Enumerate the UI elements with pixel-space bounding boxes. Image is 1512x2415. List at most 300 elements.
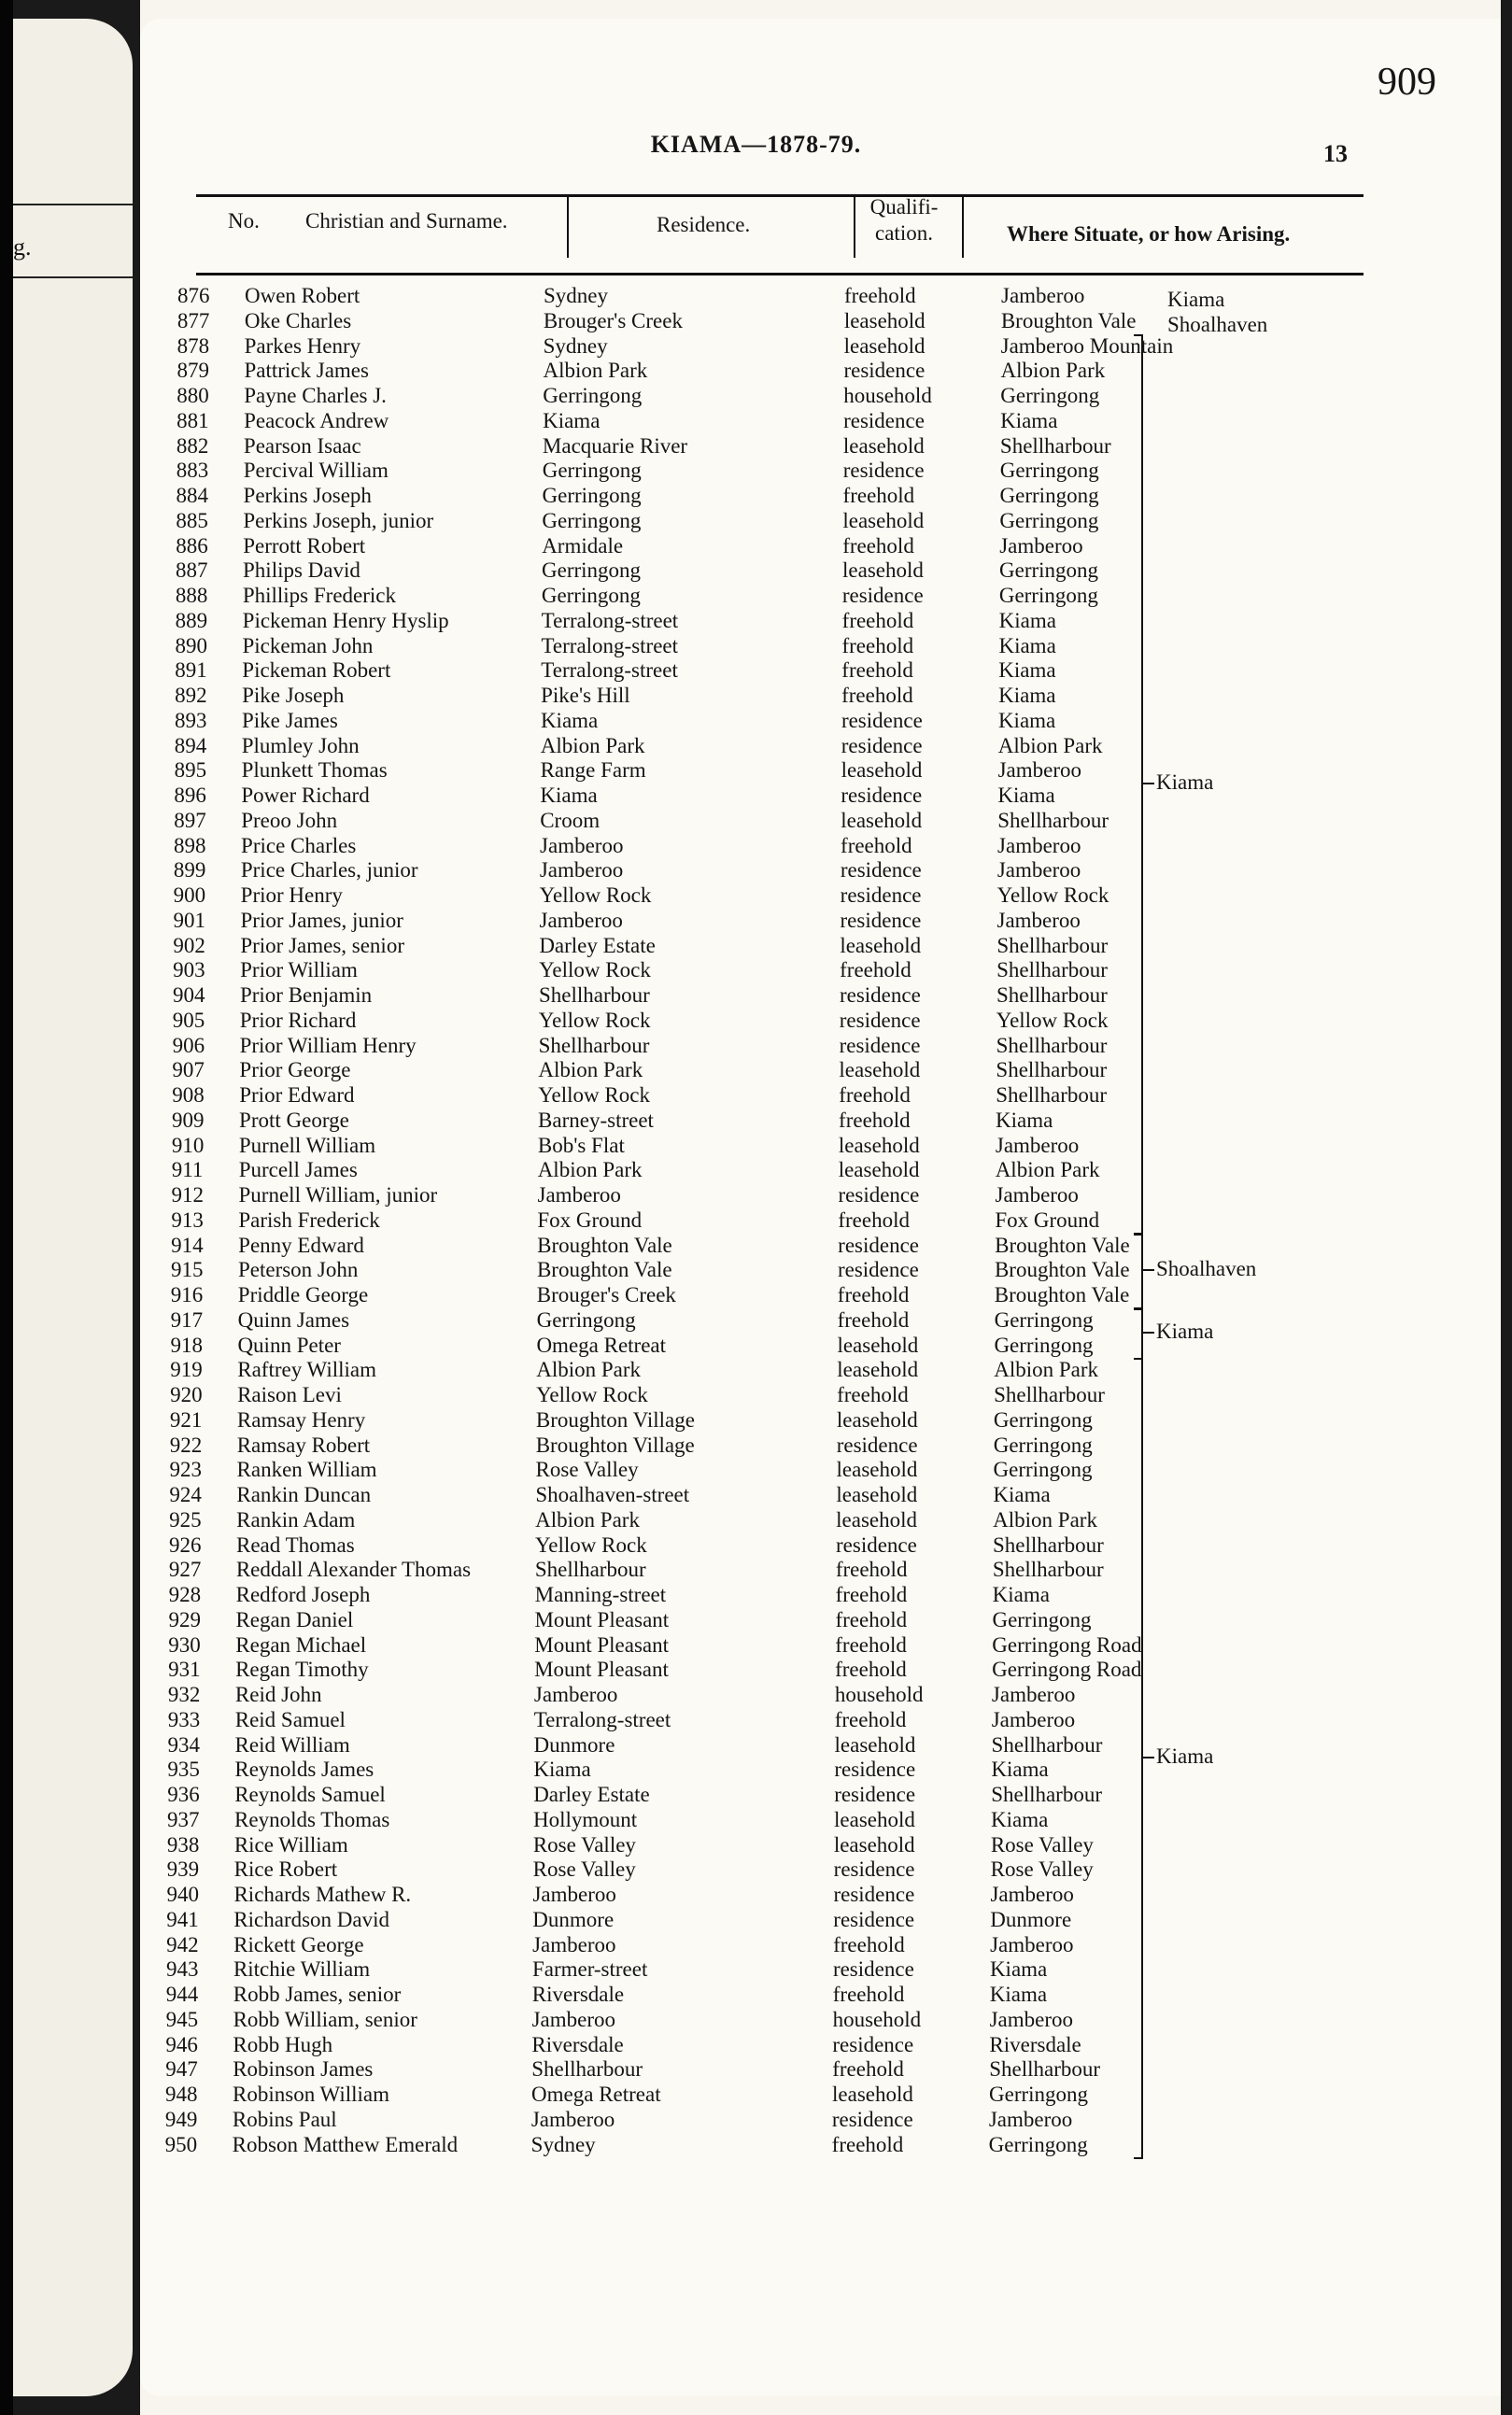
residence-cell: Fox Ground bbox=[537, 1208, 643, 1232]
elector-name: Prott George bbox=[239, 1108, 349, 1132]
where-situate-cell: Gerringong bbox=[992, 1607, 1092, 1631]
where-situate-cell: Dunmore bbox=[990, 1907, 1072, 1931]
qualification-cell: leasehold bbox=[841, 758, 923, 783]
column-header-qualification: Qualifi- cation. bbox=[869, 195, 939, 245]
row-number: 917 bbox=[170, 1307, 204, 1332]
elector-name: Plumley John bbox=[241, 733, 360, 757]
qualification-cell: residence bbox=[841, 733, 923, 757]
where-situate-cell: Jamberoo bbox=[995, 1133, 1080, 1157]
column-divider bbox=[962, 196, 964, 258]
elector-name: Rice William bbox=[233, 1832, 348, 1857]
residence-cell: Macquarie River bbox=[542, 433, 688, 458]
row-number: 888 bbox=[175, 584, 208, 607]
row-number: 907 bbox=[172, 1058, 205, 1082]
elector-name: Rice Robert bbox=[233, 1857, 338, 1882]
where-situate-cell: Shellharbour bbox=[997, 808, 1109, 832]
qualification-cell: freehold bbox=[832, 2057, 904, 2082]
where-situate-cell: Shellharbour bbox=[991, 1783, 1102, 1806]
residence-cell: Sydney bbox=[544, 284, 608, 307]
where-situate-cell: Shellharbour bbox=[996, 1058, 1108, 1082]
elector-name: Prior Henry bbox=[240, 883, 343, 907]
row-number: 930 bbox=[168, 1632, 201, 1657]
group-brace bbox=[1134, 334, 1143, 1235]
residence-cell: Kiama bbox=[543, 408, 601, 432]
qualification-cell: household bbox=[834, 1683, 924, 1706]
elector-name: Percival William bbox=[243, 459, 389, 483]
elector-name: Regan Michael bbox=[235, 1632, 367, 1657]
row-number: 884 bbox=[176, 484, 209, 507]
residence-cell: Gerringong bbox=[543, 384, 643, 407]
row-number: 904 bbox=[172, 983, 205, 1007]
row-number: 900 bbox=[173, 883, 206, 907]
row-number: 891 bbox=[175, 658, 207, 683]
qualification-cell: leasehold bbox=[834, 1807, 915, 1831]
column-header-no: No. bbox=[228, 209, 260, 233]
district-label: Shoalhaven bbox=[1156, 1257, 1257, 1281]
where-situate-cell: Jamberoo bbox=[996, 858, 1081, 883]
qualification-cell: freehold bbox=[831, 2132, 904, 2156]
column-header-where: Where Situate, or how Arising. bbox=[1007, 222, 1291, 246]
row-number: 885 bbox=[176, 508, 208, 532]
residence-cell: Dunmore bbox=[532, 1907, 615, 1931]
where-situate-cell: Gerringong bbox=[1000, 384, 1100, 407]
residence-cell: Mount Pleasant bbox=[534, 1632, 670, 1657]
residence-cell: Terralong-street bbox=[541, 658, 678, 683]
residence-cell: Hollymount bbox=[533, 1807, 638, 1831]
residence-cell: Manning-street bbox=[534, 1583, 667, 1606]
qualification-cell: residence bbox=[842, 459, 925, 483]
qualification-cell: residence bbox=[832, 2032, 914, 2056]
qualification-cell: residence bbox=[841, 784, 923, 807]
residence-cell: Broughton Village bbox=[535, 1407, 695, 1432]
elector-name: Richardson David bbox=[233, 1907, 390, 1931]
row-number: 880 bbox=[177, 384, 209, 407]
group-brace-tip bbox=[1143, 783, 1154, 784]
qualification-cell: residence bbox=[836, 1532, 917, 1557]
row-number: 896 bbox=[174, 784, 206, 807]
row-number: 937 bbox=[167, 1807, 200, 1831]
where-situate-cell: Gerringong bbox=[994, 1307, 1094, 1332]
where-situate-cell: Jamberoo Mountain bbox=[1000, 333, 1174, 358]
qualification-cell: freehold bbox=[835, 1658, 907, 1682]
qualification-cell: leasehold bbox=[832, 2083, 913, 2106]
where-situate-cell: Shellharbour bbox=[991, 1732, 1103, 1757]
elector-name: Perrott Robert bbox=[243, 533, 366, 558]
elector-name: Parkes Henry bbox=[244, 333, 361, 358]
elector-name: Purnell William bbox=[238, 1133, 376, 1157]
elector-name: Rankin Adam bbox=[236, 1507, 356, 1532]
qualification-cell: residence bbox=[841, 708, 923, 732]
elector-name: Robins Paul bbox=[232, 2107, 337, 2131]
where-situate-cell: Gerringong bbox=[999, 484, 1099, 507]
elector-name: Robinson William bbox=[233, 2083, 389, 2106]
where-situate-cell: Rose Valley bbox=[990, 1832, 1094, 1857]
where-situate-cell: Riversdale bbox=[989, 2032, 1081, 2056]
qualification-cell: freehold bbox=[834, 1707, 907, 1731]
residence-cell: Yellow Rock bbox=[535, 1532, 647, 1557]
qualification-cell: residence bbox=[837, 1258, 919, 1282]
where-situate-cell: Kiama bbox=[997, 708, 1056, 732]
row-number: 905 bbox=[172, 1008, 205, 1032]
row-number: 923 bbox=[169, 1458, 203, 1482]
residence-cell: Jamberoo bbox=[537, 1183, 621, 1207]
where-situate-cell: Shellharbour bbox=[996, 1083, 1108, 1107]
where-situate-cell: Shellharbour bbox=[996, 983, 1108, 1007]
residence-cell: Gerringong bbox=[541, 584, 641, 607]
qualification-cell: residence bbox=[834, 1758, 916, 1782]
where-situate-cell: Shellharbour bbox=[992, 1558, 1104, 1582]
where-situate-cell: Gerringong Road bbox=[992, 1632, 1142, 1657]
row-number: 878 bbox=[177, 333, 210, 358]
where-situate-cell: Gerringong bbox=[993, 1458, 1093, 1482]
qualification-cell: freehold bbox=[841, 833, 912, 857]
where-situate-cell: Gerringong bbox=[999, 508, 1099, 532]
row-number: 924 bbox=[169, 1483, 202, 1506]
residence-cell: Albion Park bbox=[535, 1507, 640, 1532]
where-situate-cell: Jamberoo bbox=[989, 2007, 1073, 2031]
where-situate-cell: Kiama bbox=[989, 1957, 1048, 1982]
district-label: Shoalhaven bbox=[1167, 312, 1268, 336]
where-situate-cell: Gerringong bbox=[989, 2083, 1089, 2106]
where-situate-cell: Gerringong bbox=[988, 2132, 1088, 2156]
residence-cell: Gerringong bbox=[542, 508, 642, 532]
elector-name: Pattrick James bbox=[244, 359, 369, 383]
row-number: 929 bbox=[168, 1607, 201, 1631]
where-situate-cell: Shellharbour bbox=[996, 1033, 1108, 1057]
residence-cell: Brouger's Creek bbox=[543, 308, 683, 332]
elector-name: Ritchie William bbox=[233, 1957, 371, 1982]
row-number: 894 bbox=[174, 733, 207, 757]
qualification-cell: leasehold bbox=[842, 558, 924, 583]
residence-cell: Jamberoo bbox=[532, 1932, 616, 1956]
elector-name: Price Charles bbox=[241, 833, 357, 857]
elector-name: Read Thomas bbox=[236, 1532, 355, 1557]
row-number: 946 bbox=[165, 2032, 198, 2056]
row-number: 876 bbox=[177, 284, 210, 307]
page-title bbox=[0, 131, 1512, 159]
header-bottom-rule bbox=[196, 273, 1364, 275]
elector-name: Robinson James bbox=[233, 2057, 374, 2082]
qualification-cell: freehold bbox=[835, 1607, 908, 1631]
where-situate-cell: Yellow Rock bbox=[996, 883, 1109, 907]
qualification-cell: leasehold bbox=[836, 1458, 918, 1482]
elector-name: Owen Robert bbox=[245, 284, 360, 307]
qualification-cell: household bbox=[832, 2007, 922, 2031]
where-situate-cell: Jamberoo bbox=[988, 2107, 1073, 2131]
residence-cell: Broughton Vale bbox=[537, 1233, 672, 1257]
qualification-cell: residence bbox=[840, 908, 922, 932]
residence-cell: Jamberoo bbox=[533, 1683, 618, 1706]
elector-name: Regan Timothy bbox=[235, 1658, 369, 1682]
residence-cell: Rose Valley bbox=[532, 1857, 636, 1882]
residence-cell: Yellow Rock bbox=[539, 883, 652, 907]
row-number: 932 bbox=[167, 1683, 201, 1706]
elector-name: Ramsay Henry bbox=[236, 1407, 366, 1432]
where-situate-cell: Kiama bbox=[993, 1483, 1051, 1506]
elector-name: Power Richard bbox=[241, 784, 370, 807]
where-situate-cell: Albion Park bbox=[993, 1507, 1097, 1532]
elector-name: Reid John bbox=[234, 1683, 322, 1706]
qualification-cell: residence bbox=[831, 2107, 913, 2131]
row-number: 914 bbox=[171, 1233, 204, 1257]
elector-name: Ranken William bbox=[236, 1458, 377, 1482]
residence-cell: Jamberoo bbox=[530, 2107, 615, 2131]
elector-name: Priddle George bbox=[237, 1283, 369, 1306]
qualification-cell: freehold bbox=[835, 1583, 908, 1606]
residence-cell: Terralong-street bbox=[541, 633, 679, 657]
where-situate-cell: Kiama bbox=[991, 1758, 1049, 1782]
where-situate-cell: Broughton Vale bbox=[1000, 308, 1137, 332]
row-number: 877 bbox=[177, 308, 210, 332]
where-situate-cell: Shellharbour bbox=[989, 2057, 1101, 2082]
row-number: 948 bbox=[165, 2083, 198, 2106]
where-situate-cell: Jamberoo bbox=[997, 758, 1081, 783]
row-number: 903 bbox=[173, 958, 205, 982]
qualification-cell: residence bbox=[839, 1008, 921, 1032]
where-situate-cell: Shellharbour bbox=[994, 1383, 1105, 1406]
row-number: 939 bbox=[166, 1857, 200, 1882]
where-situate-cell: Kiama bbox=[997, 784, 1055, 807]
elector-name: Pickeman Henry Hyslip bbox=[242, 608, 449, 632]
row-number: 941 bbox=[166, 1907, 199, 1931]
group-brace-tip bbox=[1143, 1757, 1154, 1758]
qualification-cell: residence bbox=[836, 1433, 918, 1457]
where-situate-cell: Shellharbour bbox=[993, 1532, 1104, 1557]
scan-edge-right bbox=[1501, 0, 1512, 2415]
where-situate-cell: Kiama bbox=[992, 1583, 1050, 1606]
elector-name: Reddall Alexander Thomas bbox=[235, 1558, 472, 1582]
group-brace bbox=[1134, 1358, 1143, 2158]
elector-name: Peterson John bbox=[237, 1258, 359, 1282]
elector-name: Philips David bbox=[243, 558, 360, 583]
residence-cell: Kiama bbox=[540, 708, 599, 732]
residence-cell: Shellharbour bbox=[538, 983, 650, 1007]
row-number: 913 bbox=[171, 1208, 204, 1232]
qualification-cell: residence bbox=[833, 1907, 915, 1931]
qualification-cell: leasehold bbox=[833, 1832, 915, 1857]
where-situate-cell: Albion Park bbox=[997, 733, 1103, 757]
residence-cell: Kiama bbox=[533, 1758, 591, 1782]
residence-cell: Jamberoo bbox=[531, 2007, 615, 2031]
elector-name: Reid William bbox=[234, 1732, 350, 1757]
row-number: 928 bbox=[168, 1583, 202, 1606]
residence-cell: Pike's Hill bbox=[541, 684, 630, 707]
row-number: 926 bbox=[169, 1532, 202, 1557]
elector-name: Peacock Andrew bbox=[244, 408, 389, 432]
where-situate-cell: Jamberoo bbox=[1001, 284, 1085, 307]
residence-cell: Sydney bbox=[530, 2132, 596, 2156]
qualification-cell: freehold bbox=[841, 684, 913, 707]
where-situate-cell: Gerringong Road bbox=[992, 1658, 1142, 1682]
elector-name: Reynolds James bbox=[234, 1758, 374, 1782]
where-situate-cell: Gerringong bbox=[993, 1407, 1093, 1432]
elector-name: Robb Hugh bbox=[233, 2032, 333, 2056]
row-number: 936 bbox=[167, 1783, 200, 1806]
qualification-cell: leasehold bbox=[840, 933, 922, 957]
elector-name: Prior William bbox=[240, 958, 358, 982]
elector-name: Preoo John bbox=[241, 808, 338, 832]
residence-cell: Darley Estate bbox=[533, 1783, 650, 1806]
row-number: 898 bbox=[174, 833, 206, 857]
residence-cell: Gerringong bbox=[542, 484, 642, 507]
where-situate-cell: Albion Park bbox=[1000, 359, 1106, 383]
where-situate-cell: Gerringong bbox=[993, 1433, 1093, 1457]
elector-name: Richards Mathew R. bbox=[233, 1883, 412, 1906]
where-situate-cell: Shellharbour bbox=[996, 933, 1109, 957]
elector-name: Pike James bbox=[241, 708, 338, 732]
qualification-cell: residence bbox=[840, 858, 922, 883]
residence-cell: Gerringong bbox=[536, 1307, 636, 1332]
row-number: 915 bbox=[170, 1258, 204, 1282]
residence-cell: Jamberoo bbox=[539, 908, 623, 932]
residence-cell: Gerringong bbox=[542, 558, 642, 583]
elector-name: Pearson Isaac bbox=[243, 433, 361, 458]
row-number: 882 bbox=[176, 433, 209, 458]
elector-name: Raison Levi bbox=[237, 1383, 342, 1406]
qualification-cell: residence bbox=[841, 584, 924, 607]
where-situate-cell: Albion Park bbox=[994, 1358, 1099, 1382]
where-situate-cell: Shellharbour bbox=[999, 433, 1111, 458]
where-situate-cell: Kiama bbox=[998, 633, 1056, 657]
elector-name: Robson Matthew Emerald bbox=[232, 2132, 459, 2156]
residence-cell: Rose Valley bbox=[535, 1458, 639, 1482]
qualification-cell: residence bbox=[838, 1183, 920, 1207]
column-divider bbox=[854, 196, 855, 258]
qualification-cell: residence bbox=[838, 1233, 919, 1257]
where-situate-cell: Rose Valley bbox=[990, 1857, 1094, 1882]
page-number: 909 bbox=[1378, 61, 1436, 104]
row-number: 927 bbox=[168, 1558, 202, 1582]
where-situate-cell: Yellow Rock bbox=[996, 1008, 1109, 1032]
row-number: 949 bbox=[164, 2107, 198, 2131]
qualification-cell: leasehold bbox=[838, 1158, 920, 1182]
elector-name: Prior Richard bbox=[239, 1008, 357, 1032]
row-number: 906 bbox=[172, 1033, 205, 1057]
residence-cell: Kiama bbox=[540, 784, 598, 807]
district-label: Kiama bbox=[1156, 1320, 1214, 1344]
qualification-cell: freehold bbox=[841, 633, 914, 657]
qualification-cell: leasehold bbox=[843, 308, 926, 332]
qualification-cell: freehold bbox=[838, 1208, 910, 1232]
qualification-cell: residence bbox=[833, 1883, 915, 1906]
qualification-cell: residence bbox=[843, 408, 925, 432]
residence-cell: Omega Retreat bbox=[531, 2083, 661, 2106]
residence-cell: Yellow Rock bbox=[538, 1083, 650, 1107]
elector-name: Plunkett Thomas bbox=[241, 758, 388, 783]
page-title-text: KIAMA—1878-79. bbox=[650, 131, 862, 158]
row-number: 889 bbox=[175, 608, 208, 632]
row-number: 935 bbox=[167, 1758, 200, 1782]
qualification-cell: leasehold bbox=[841, 808, 923, 832]
elector-name: Ramsay Robert bbox=[236, 1433, 371, 1457]
qualification-cell: residence bbox=[843, 359, 926, 383]
where-situate-cell: Fox Ground bbox=[995, 1208, 1100, 1232]
qualification-cell: freehold bbox=[837, 1307, 910, 1332]
residence-cell: Shellharbour bbox=[534, 1558, 646, 1582]
elector-name: Reynolds Thomas bbox=[234, 1807, 390, 1831]
elector-name: Quinn James bbox=[237, 1307, 350, 1332]
elector-name: Regan Daniel bbox=[235, 1607, 354, 1631]
qualification-cell: freehold bbox=[841, 658, 913, 683]
row-number: 912 bbox=[171, 1183, 205, 1207]
qualification-cell: household bbox=[843, 384, 932, 407]
residence-cell: Riversdale bbox=[531, 1983, 625, 2006]
where-situate-cell: Kiama bbox=[1000, 408, 1058, 432]
where-situate-cell: Kiama bbox=[989, 1983, 1048, 2006]
elector-name: Parish Frederick bbox=[238, 1208, 380, 1232]
residence-cell: Riversdale bbox=[531, 2032, 624, 2056]
elector-name: Robb James, senior bbox=[233, 1983, 402, 2006]
qualification-cell: freehold bbox=[835, 1632, 907, 1657]
elector-name: Reynolds Samuel bbox=[234, 1783, 386, 1806]
qualification-cell: freehold bbox=[844, 284, 916, 307]
residence-cell: Mount Pleasant bbox=[534, 1607, 670, 1631]
residence-cell: Sydney bbox=[543, 333, 608, 358]
qualification-cell: freehold bbox=[832, 1983, 905, 2006]
row-number: 887 bbox=[176, 558, 208, 583]
qualification-cell: leasehold bbox=[839, 1058, 921, 1082]
row-number: 945 bbox=[165, 2007, 199, 2031]
row-number: 950 bbox=[164, 2132, 198, 2156]
previous-page-rule bbox=[13, 276, 133, 278]
elector-name: Price Charles, junior bbox=[240, 858, 418, 883]
residence-cell: Omega Retreat bbox=[536, 1333, 667, 1357]
where-situate-cell: Gerringong bbox=[998, 584, 1098, 607]
row-number: 942 bbox=[166, 1932, 199, 1956]
scan-edge bbox=[0, 0, 13, 2415]
residence-cell: Albion Park bbox=[538, 1058, 643, 1082]
elector-name: Prior James, senior bbox=[240, 933, 404, 957]
elector-name: Prior George bbox=[239, 1058, 351, 1082]
residence-cell: Croom bbox=[540, 808, 601, 832]
elector-name: Raftrey William bbox=[237, 1358, 376, 1382]
row-number: 899 bbox=[173, 858, 206, 883]
residence-cell: Dunmore bbox=[533, 1732, 615, 1757]
residence-cell: Yellow Rock bbox=[539, 958, 651, 982]
residence-cell: Yellow Rock bbox=[536, 1383, 648, 1406]
residence-cell: Broughton Vale bbox=[536, 1258, 672, 1282]
qualification-cell: residence bbox=[839, 983, 921, 1007]
residence-cell: Bob's Flat bbox=[537, 1133, 625, 1157]
row-number: 922 bbox=[169, 1433, 203, 1457]
row-number: 921 bbox=[169, 1407, 203, 1432]
qualification-cell: leasehold bbox=[843, 333, 926, 358]
where-situate-cell: Broughton Vale bbox=[995, 1233, 1130, 1257]
qualification-cell: freehold bbox=[837, 1383, 909, 1406]
qualification-cell: residence bbox=[833, 1857, 915, 1882]
residence-cell: Albion Park bbox=[536, 1358, 642, 1382]
district-label: Kiama bbox=[1156, 770, 1214, 794]
previous-page-text: g. bbox=[13, 233, 32, 261]
qualification-cell: residence bbox=[839, 1033, 921, 1057]
where-situate-cell: Jamberoo bbox=[990, 1883, 1074, 1906]
qualification-cell: leasehold bbox=[836, 1507, 918, 1532]
row-number: 881 bbox=[177, 408, 209, 432]
row-number: 902 bbox=[173, 933, 205, 957]
elector-name: Robb William, senior bbox=[233, 2007, 417, 2031]
where-situate-cell: Jamberoo bbox=[997, 833, 1081, 857]
residence-cell: Jamberoo bbox=[532, 1883, 616, 1906]
row-number: 908 bbox=[172, 1083, 205, 1107]
where-situate-cell: Gerringong bbox=[994, 1333, 1094, 1357]
residence-cell: Albion Park bbox=[540, 733, 645, 757]
where-situate-cell: Gerringong bbox=[999, 459, 1099, 483]
residence-cell: Broughton Village bbox=[535, 1433, 695, 1457]
group-brace bbox=[1134, 1308, 1143, 1360]
row-number: 925 bbox=[169, 1507, 202, 1532]
qualification-cell: residence bbox=[840, 883, 922, 907]
sheet-number: 13 bbox=[1323, 140, 1348, 167]
